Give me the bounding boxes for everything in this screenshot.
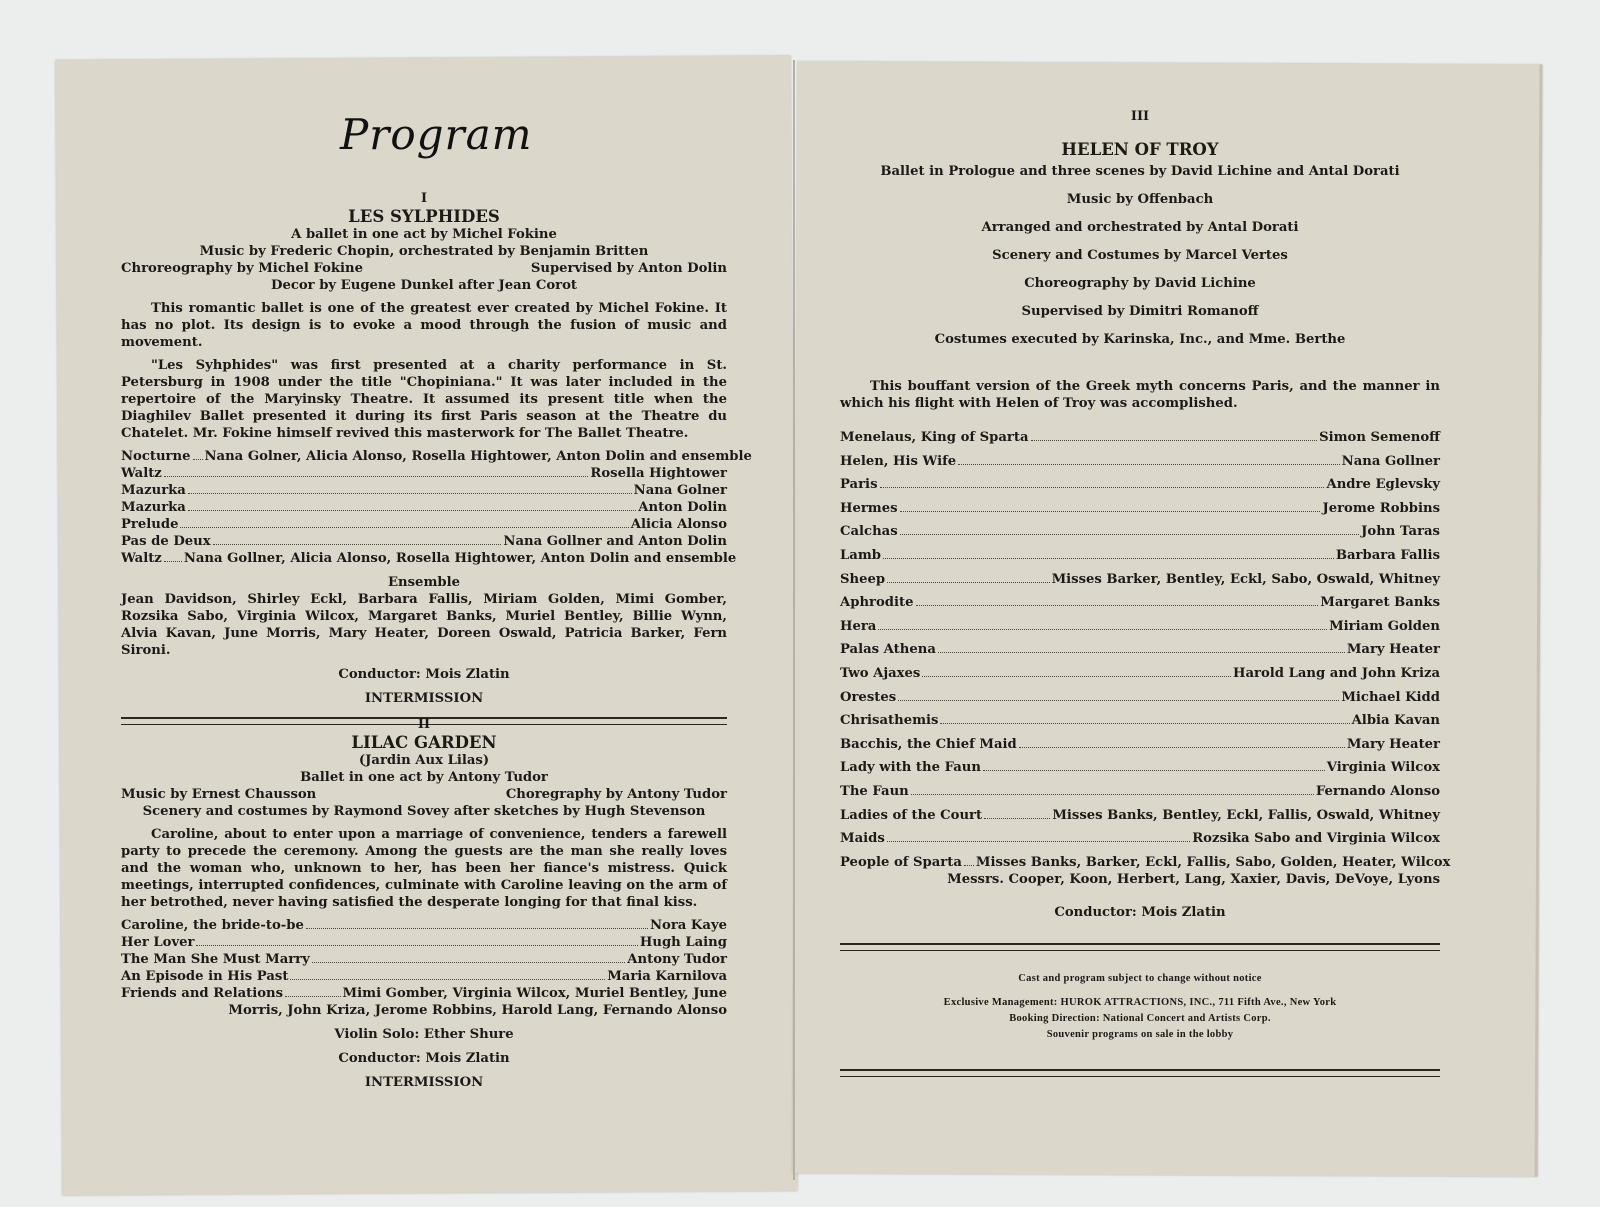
leader-dots: [887, 582, 1049, 583]
leader-dots: [911, 794, 1314, 795]
ensemble-list: Jean Davidson, Shirley Eckl, Barbara Fallis, Miriam Golden, Mimi Gomber, Rozsika Sabo, Virginia Wilcox, Margaret Banks, Muriel Bentley, Billie Wynn, Alvia Kavan, June Morris, Mary Heater, Doreen Oswald, Patricia Barker, Fern Sironi.: [121, 592, 727, 658]
cast-row: [840, 807, 1440, 824]
role-name: Lady with the Faun: [840, 760, 981, 776]
conductor-credit: Conductor: Mois Zlatin: [338, 667, 510, 682]
role-name: Nocturne: [121, 449, 191, 464]
dancer-names: Simon Semenoff: [1319, 430, 1440, 445]
music-credit: Music by Ernest Chausson: [121, 787, 317, 802]
cast-row: [121, 533, 727, 550]
dancer-names: Fernando Alonso: [1315, 783, 1440, 799]
act-subtitle: A ballet in one act by Michel Fokine: [291, 227, 557, 242]
role-name: Helen, His Wife: [840, 453, 957, 469]
leader-dots: [900, 534, 1360, 535]
cast-row: [121, 951, 727, 968]
footer-management: Exclusive Management: HUROK ATTRACTIONS, INC., 711 Fifth Ave., New York: [943, 996, 1337, 1008]
act-numeral: III: [1130, 109, 1150, 124]
cast-row: [121, 516, 727, 533]
dancer-names: Nana Golner, Alicia Alonso, Rosella Hightower, Anton Dolin and ensemble: [204, 449, 752, 464]
dancer-names: Margaret Banks: [1320, 595, 1440, 611]
act-numeral: I: [420, 191, 428, 206]
dancer-names: Mary Heater: [1346, 642, 1440, 658]
role-name: Bacchis, the Chief Maid: [840, 736, 1017, 752]
cast-continuation: Messrs. Cooper, Koon, Herbert, Lang, Xaxier, Davis, DeVoye, Lyons: [947, 871, 1440, 887]
leader-dots: [964, 865, 974, 866]
dancer-names: Antony Tudor: [627, 952, 727, 967]
cast-list: [840, 429, 1451, 888]
leader-dots: [887, 841, 1190, 842]
dancer-names: Nora Kaye: [650, 918, 727, 933]
credit-line: Costumes executed by Karinska, Inc., and Mme. Berthe: [934, 332, 1346, 347]
act-one: [121, 190, 752, 735]
leader-dots: [306, 928, 648, 929]
spine-fold: [793, 60, 795, 1180]
dancer-names: Nana Gollner and Anton Dolin: [503, 534, 727, 549]
act-title: LES SYLPHIDES: [348, 207, 500, 226]
cast-row: [840, 689, 1440, 706]
credits-row: [121, 260, 727, 277]
role-name: Her Lover: [121, 935, 195, 950]
cast-row: [840, 547, 1440, 564]
cast-row: [840, 830, 1440, 847]
cast-row: [840, 476, 1440, 493]
footer-notice: Cast and program subject to change without notice: [1018, 972, 1262, 984]
dancer-names: Andre Eglevsky: [1326, 477, 1440, 493]
footer-booking: Booking Direction: National Concert and Artists Corp.: [1009, 1012, 1271, 1024]
role-name: Pas de Deux: [121, 534, 211, 549]
dancer-names: Hugh Laing: [639, 935, 727, 950]
violin-credit: Violin Solo: Ether Shure: [334, 1027, 514, 1042]
program-heading: Program: [340, 110, 533, 159]
leader-dots: [878, 629, 1327, 630]
dancer-names: Miriam Golden: [1329, 618, 1440, 634]
role-name: Palas Athena: [840, 642, 936, 658]
leader-dots: [1019, 747, 1345, 748]
conductor-credit: Conductor: Mois Zlatin: [338, 1051, 510, 1066]
choreography-credit: Chroreography by Michel Fokine: [121, 261, 363, 276]
role-name: Friends and Relations: [121, 986, 284, 1001]
cast-row: [121, 917, 727, 934]
credit-line: Arranged and orchestrated by Antal Dorati: [981, 220, 1299, 235]
leader-dots: [193, 459, 203, 460]
dancer-names: John Taras: [1361, 524, 1440, 540]
cast-row: [840, 641, 1440, 658]
bottom-divider: [840, 1069, 1440, 1077]
role-name: Mazurka: [121, 483, 186, 498]
role-name: The Man She Must Marry: [121, 952, 310, 967]
section-divider: [840, 943, 1440, 951]
cast-row: [840, 594, 1440, 611]
leader-dots: [213, 544, 502, 545]
cast-row: [121, 934, 727, 951]
credit-line: Ballet in Prologue and three scenes by David Lichine and Antal Dorati: [880, 164, 1400, 179]
leader-dots: [290, 979, 605, 980]
role-name: Waltz: [121, 551, 162, 566]
dancer-names: Misses Banks, Barker, Eckl, Fallis, Sabo, Golden, Heater, Wilcox: [975, 854, 1451, 870]
role-name: Hermes: [840, 500, 898, 516]
leader-dots: [196, 945, 637, 946]
role-name: Orestes: [840, 689, 897, 705]
cast-row: [840, 500, 1440, 517]
role-name: Caroline, the bride-to-be: [121, 918, 304, 933]
dancer-names: Nana Gollner, Alicia Alonso, Rosella Hightower, Anton Dolin and ensemble: [183, 551, 737, 566]
credit-line: Music by Offenbach: [1066, 192, 1214, 207]
role-name: Mazurka: [121, 500, 186, 515]
cast-row: [840, 665, 1440, 682]
role-name: Lamb: [840, 547, 881, 563]
cast-row: [840, 618, 1440, 635]
dancer-names: Nana Gollner: [1341, 453, 1440, 469]
leader-dots: [898, 700, 1339, 701]
dancer-names: Anton Dolin: [638, 500, 727, 515]
leader-dots: [940, 723, 1349, 724]
intermission-label: INTERMISSION: [364, 691, 484, 706]
role-name: Calchas: [840, 524, 898, 540]
credit-line: Supervised by Dimitri Romanoff: [1021, 304, 1259, 319]
leader-dots: [312, 962, 625, 963]
role-name: Hera: [840, 618, 877, 634]
dancer-names: Rozsika Sabo and Virginia Wilcox: [1192, 831, 1440, 847]
role-name: Aphrodite: [840, 595, 914, 611]
act-two: [121, 716, 727, 1091]
dancer-names: Misses Barker, Bentley, Eckl, Sabo, Oswald, Whitney: [1051, 571, 1440, 587]
leader-dots: [1031, 440, 1318, 441]
role-name: Menelaus, King of Sparta: [840, 430, 1029, 445]
decor-credit: Decor by Eugene Dunkel after Jean Corot: [271, 278, 577, 293]
scenery-credit: Scenery and costumes by Raymond Sovey after sketches by Hugh Stevenson: [142, 804, 706, 819]
leader-dots: [188, 493, 632, 494]
leader-dots: [180, 527, 628, 528]
history-paragraph: "Les Syhphides" was first presented at a charity performance in St. Petersburg in 1908 under the title "Chopiniana." It was later included in the repertoire of the Maryinsky Theatre. It assumed its present title when the Diaghilev Ballet presented it during its first Paris season at the Theatre du Chatelet. Mr. Fokine himself revived this masterwork for The Ballet Theatre.: [121, 358, 727, 441]
credits-row: [121, 786, 727, 803]
cast-row: [840, 429, 1440, 446]
role-name: An Episode in His Past: [121, 969, 289, 984]
act-numeral: II: [417, 717, 431, 732]
leader-dots: [164, 476, 589, 477]
dancer-names: Misses Banks, Bentley, Eckl, Fallis, Oswald, Whitney: [1052, 807, 1440, 823]
dancer-names: Rosella Hightower: [590, 466, 727, 481]
conductor-credit: Conductor: Mois Zlatin: [1054, 904, 1226, 920]
cast-row: [121, 499, 727, 516]
role-name: Waltz: [121, 466, 162, 481]
role-name: Sheep: [840, 571, 886, 587]
leader-dots: [922, 676, 1231, 677]
cast-row: [840, 571, 1440, 588]
leader-dots: [285, 996, 340, 997]
role-name: People of Sparta: [840, 854, 962, 870]
credit-line: Choreography by David Lichine: [1024, 276, 1256, 291]
synopsis-paragraph: This bouffant version of the Greek myth concerns Paris, and the manner in which his flight with Helen of Troy was accomplished.: [840, 379, 1440, 411]
leader-dots: [916, 605, 1319, 606]
cast-row: [840, 759, 1440, 776]
leader-dots: [958, 464, 1340, 465]
leader-dots: [164, 561, 182, 562]
dancer-names: Alicia Alonso: [630, 517, 727, 532]
dancer-names: Mimi Gomber, Virginia Wilcox, Muriel Bentley, June: [342, 986, 727, 1001]
leader-dots: [938, 652, 1345, 653]
role-name: The Faun: [840, 783, 909, 799]
act-subtitle: Ballet in one act by Antony Tudor: [300, 770, 548, 785]
cast-row: [121, 968, 727, 985]
dancer-names: Harold Lang and John Kriza: [1233, 665, 1440, 681]
intermission-label: INTERMISSION: [364, 1075, 484, 1090]
role-name: Prelude: [121, 517, 179, 532]
cast-row: [840, 523, 1440, 540]
cast-row: [121, 465, 727, 482]
dancer-names: Jerome Robbins: [1322, 500, 1440, 516]
cast-row: [121, 985, 727, 1002]
act-title: LILAC GARDEN: [351, 733, 497, 752]
dancer-names: Michael Kidd: [1341, 689, 1440, 705]
role-name: Ladies of the Court: [840, 807, 983, 823]
leader-dots: [883, 558, 1334, 559]
dancer-names: Mary Heater: [1346, 736, 1440, 752]
leader-dots: [188, 510, 636, 511]
act-alt-title: (Jardin Aux Lilas): [358, 753, 490, 768]
cast-row: [840, 783, 1440, 800]
leader-dots: [983, 770, 1325, 771]
role-name: Maids: [840, 831, 885, 847]
synopsis-paragraph: Caroline, about to enter upon a marriage of convenience, tenders a farewell party to precede the ceremony. Among the guests are the man she really loves and the woman who, unknown to her, has been her fiance's mistress. Quick meetings, interrupted confidences, culminate with Caroline leaving on the arm of her betrothed, never having satisfied the desperate longing for that final kiss.: [121, 827, 727, 910]
cast-list: [121, 448, 752, 567]
choreography-credit: Choregraphy by Antony Tudor: [505, 787, 727, 802]
leader-dots: [900, 511, 1321, 512]
cast-row: [121, 448, 752, 465]
credit-line: Scenery and Costumes by Marcel Vertes: [992, 248, 1288, 263]
cast-row: [121, 482, 727, 499]
dancer-names: Albia Kavan: [1351, 713, 1440, 729]
leader-dots: [880, 487, 1325, 488]
cast-list: [121, 917, 727, 1019]
act-title: HELEN OF TROY: [1061, 140, 1219, 159]
cast-row: [840, 736, 1440, 753]
music-credit: Music by Frederic Chopin, orchestrated by Benjamin Britten: [199, 244, 649, 259]
dancer-names: Virginia Wilcox: [1326, 760, 1440, 776]
dancer-names: Nana Golner: [633, 483, 727, 498]
synopsis-paragraph: This romantic ballet is one of the greatest ever created by Michel Fokine. It has no plot. Its design is to evoke a mood through the fusion of music and movement.: [121, 301, 727, 350]
ensemble-heading: Ensemble: [387, 575, 461, 590]
cast-row: [840, 854, 1451, 871]
dancer-names: Barbara Fallis: [1335, 547, 1440, 563]
cast-row: [840, 453, 1440, 470]
leader-dots: [984, 818, 1050, 819]
supervised-credit: Supervised by Anton Dolin: [530, 261, 727, 276]
dancer-names: Maria Karnilova: [607, 969, 727, 984]
cast-continuation: Morris, John Kriza, Jerome Robbins, Harold Lang, Fernando Alonso: [228, 1003, 727, 1018]
role-name: Chrisathemis: [840, 713, 939, 729]
cast-row: [840, 712, 1440, 729]
role-name: Paris: [840, 477, 878, 493]
role-name: Two Ajaxes: [840, 665, 921, 681]
footer-souvenir: Souvenir programs on sale in the lobby: [1046, 1028, 1234, 1040]
cast-row: [121, 550, 737, 567]
act-three: [840, 108, 1451, 1087]
